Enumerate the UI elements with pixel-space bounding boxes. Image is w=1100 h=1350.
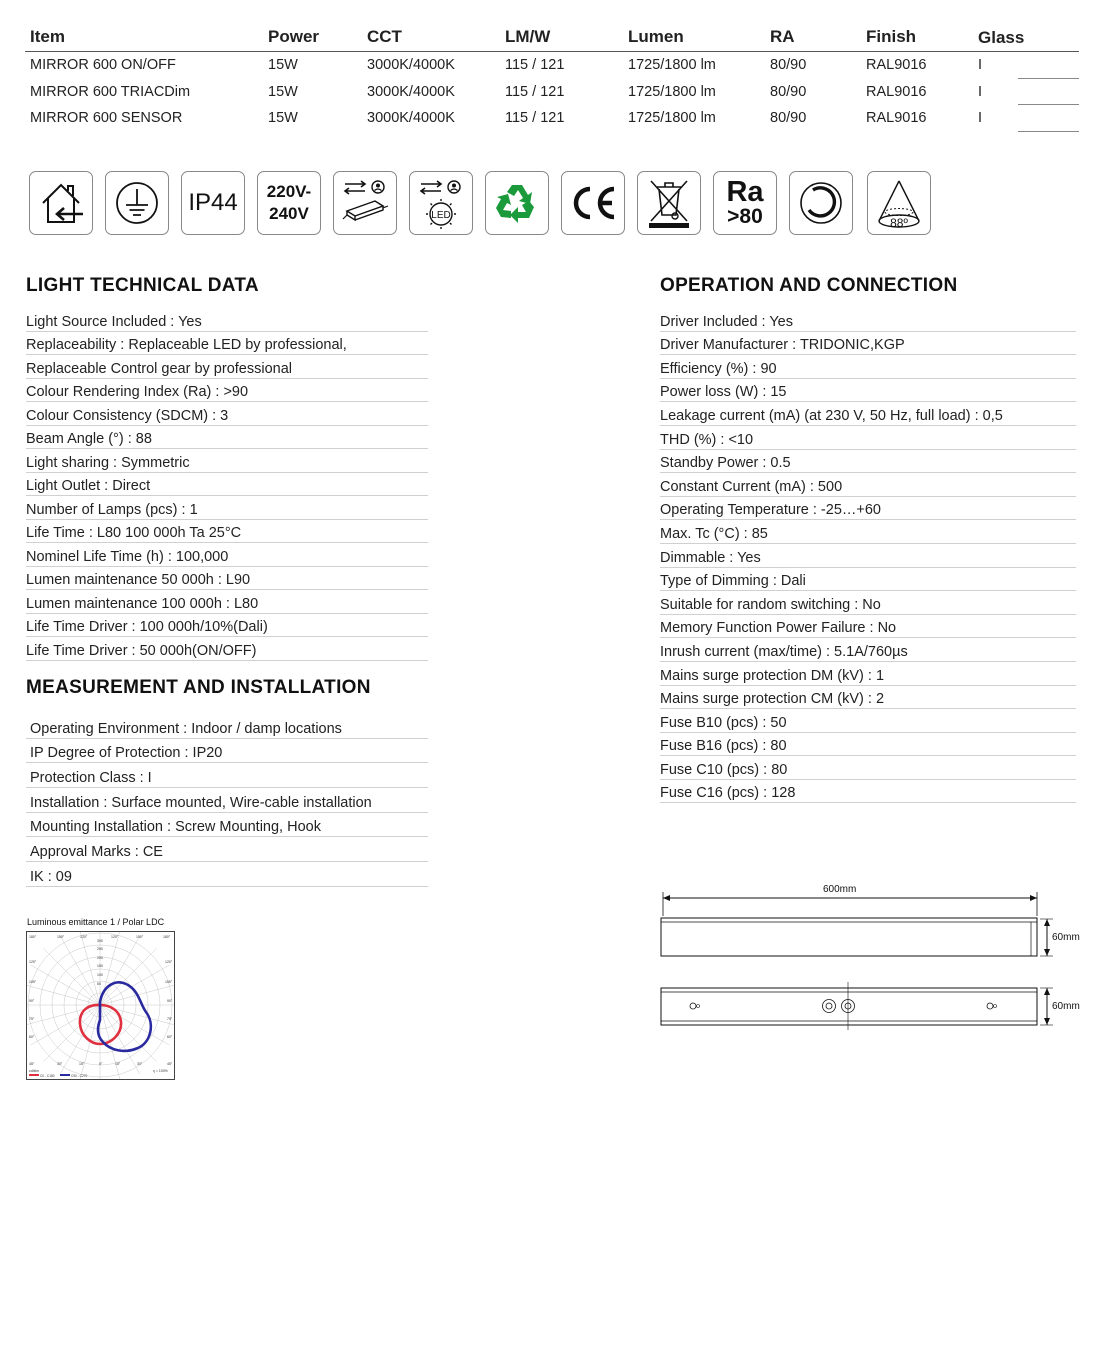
polar-caption: Luminous emittance 1 / Polar LDC xyxy=(27,917,165,927)
voltage-line2: 240V xyxy=(269,204,309,223)
table-cell-power: 15W xyxy=(268,83,298,100)
table-row xyxy=(25,52,1079,79)
operation-row: Operating Temperature : -25…+60 xyxy=(660,497,1076,521)
ce-mark-icon xyxy=(561,171,625,235)
svg-text:15°: 15° xyxy=(79,1062,85,1066)
svg-text:cd/klm: cd/klm xyxy=(29,1069,40,1073)
measurement-row: IP Degree of Protection : IP20 xyxy=(26,739,428,764)
led-label: LED xyxy=(431,210,451,221)
svg-text:105°: 105° xyxy=(29,980,37,984)
operation-row: Fuse B16 (pcs) : 80 xyxy=(660,733,1076,757)
svg-text:30°: 30° xyxy=(57,1062,63,1066)
table-header-row xyxy=(25,22,1079,52)
svg-text:75°: 75° xyxy=(167,1017,173,1021)
operation-row: Constant Current (mA) : 500 xyxy=(660,473,1076,497)
ra-icon xyxy=(713,171,777,235)
svg-text:C0 - C180: C0 - C180 xyxy=(40,1074,55,1078)
svg-text:200: 200 xyxy=(97,956,103,960)
measurement-row: Approval Marks : CE xyxy=(26,837,428,862)
length-label: 600mm xyxy=(823,884,857,895)
table-cell-lumen: 1725/1800 lm xyxy=(628,110,716,127)
voltage-line1: 220V- xyxy=(266,182,312,201)
operation-title: OPERATION AND CONNECTION xyxy=(660,275,958,296)
svg-text:15°: 15° xyxy=(115,1062,121,1066)
operation-row: Power loss (W) : 15 xyxy=(660,379,1076,403)
light-data-row: Colour Consistency (SDCM) : 3 xyxy=(26,402,428,426)
table-cell-ra: 80/90 xyxy=(770,110,807,127)
table-cell-lm-w: 115 / 121 xyxy=(505,110,565,127)
operation-row: Leakage current (mA) (at 230 V, 50 Hz, full load) : 0,5 xyxy=(660,402,1076,426)
replaceable-led-icon xyxy=(409,171,473,235)
light-data-row: Lumen maintenance 100 000h : L80 xyxy=(26,590,428,614)
table-cell-lumen: 1725/1800 lm xyxy=(628,57,716,74)
table-cell-cct: 3000K/4000K xyxy=(367,110,455,127)
light-technical-title: LIGHT TECHNICAL DATA xyxy=(26,275,259,296)
table-cell-finish: RAL9016 xyxy=(866,83,927,100)
svg-text:120°: 120° xyxy=(111,935,119,939)
polar-ldc-chart xyxy=(26,931,175,1080)
operation-row: Driver Manufacturer : TRIDONIC,KGP xyxy=(660,332,1076,356)
svg-text:120°: 120° xyxy=(80,935,88,939)
svg-text:C90 - C270: C90 - C270 xyxy=(71,1074,88,1078)
table-cell-glass: I xyxy=(973,105,1079,132)
legend-c90-swatch xyxy=(60,1074,70,1076)
light-data-row: Replaceability : Replaceable LED by professional, xyxy=(26,332,428,356)
replaceable-driver-icon xyxy=(333,171,397,235)
beam-angle-label: 88º xyxy=(890,216,908,230)
top-height-label: 60mm xyxy=(1052,1001,1080,1012)
table-cell-lumen: 1725/1800 lm xyxy=(628,83,716,100)
svg-text:50: 50 xyxy=(97,982,101,986)
svg-text:90°: 90° xyxy=(167,999,173,1003)
svg-text:60°: 60° xyxy=(29,1035,35,1039)
svg-text:180°: 180° xyxy=(163,935,171,939)
col-header-glass: Glass xyxy=(973,22,1079,52)
table-cell-lm-w: 115 / 121 xyxy=(505,83,565,100)
svg-text:0°: 0° xyxy=(99,1062,103,1066)
svg-text:250: 250 xyxy=(97,947,103,951)
beam-angle-icon xyxy=(867,171,931,235)
table-cell-item: MIRROR 600 ON/OFF xyxy=(30,57,176,74)
operation-row: Inrush current (max/time) : 5.1A/760µs xyxy=(660,638,1076,662)
table-cell-cct: 3000K/4000K xyxy=(367,57,455,74)
light-data-row: Light Outlet : Direct xyxy=(26,473,428,497)
svg-text:150: 150 xyxy=(97,964,103,968)
operation-row: Fuse C16 (pcs) : 128 xyxy=(660,780,1076,804)
ra-value: >80 xyxy=(727,205,763,228)
light-data-row: Number of Lamps (pcs) : 1 xyxy=(26,496,428,520)
table-cell-finish: RAL9016 xyxy=(866,110,927,127)
table-cell-lm-w: 115 / 121 xyxy=(505,57,565,74)
table-cell-glass: I xyxy=(973,79,1079,106)
col-header-ra: RA xyxy=(765,22,861,52)
blank-underline xyxy=(1018,131,1079,132)
table-cell-ra: 80/90 xyxy=(770,83,807,100)
operation-row: Fuse B10 (pcs) : 50 xyxy=(660,709,1076,733)
svg-text:105°: 105° xyxy=(165,980,173,984)
operation-row: Mains surge protection CM (kV) : 2 xyxy=(660,686,1076,710)
operation-row: Max. Tc (°C) : 85 xyxy=(660,520,1076,544)
measurement-row: Mounting Installation : Screw Mounting, Hook xyxy=(26,813,428,838)
col-header-item: Item xyxy=(25,22,263,52)
table-cell-item: MIRROR 600 SENSOR xyxy=(30,110,183,127)
light-data-row: Lumen maintenance 50 000h : L90 xyxy=(26,567,428,591)
svg-text:120°: 120° xyxy=(29,960,37,964)
svg-text:180°: 180° xyxy=(29,935,37,939)
product-table xyxy=(25,22,1079,132)
operation-row: Memory Function Power Failure : No xyxy=(660,615,1076,639)
light-technical-list xyxy=(26,308,428,661)
svg-text:75°: 75° xyxy=(29,1017,35,1021)
light-data-row: Life Time Driver : 50 000h(ON/OFF) xyxy=(26,637,428,661)
voltage-icon xyxy=(257,171,321,235)
front-height-label: 60mm xyxy=(1052,932,1080,943)
measurement-row: Protection Class : I xyxy=(26,763,428,788)
weee-bin-icon xyxy=(637,171,701,235)
operation-list xyxy=(660,308,1076,803)
operation-row: Dimmable : Yes xyxy=(660,544,1076,568)
table-cell-power: 15W xyxy=(268,57,298,74)
light-data-row: Light sharing : Symmetric xyxy=(26,449,428,473)
light-data-row: Life Time Driver : 100 000h/10%(Dali) xyxy=(26,614,428,638)
svg-text:30°: 30° xyxy=(137,1062,143,1066)
svg-text:150°: 150° xyxy=(136,935,144,939)
col-header-lmw: LM/W xyxy=(500,22,623,52)
col-header-finish: Finish xyxy=(861,22,973,52)
operation-row: Driver Included : Yes xyxy=(660,308,1076,332)
light-data-row: Colour Rendering Index (Ra) : >90 xyxy=(26,379,428,403)
operation-row: Standby Power : 0.5 xyxy=(660,450,1076,474)
col-header-lumen: Lumen xyxy=(623,22,765,52)
light-data-row: Replaceable Control gear by professional xyxy=(26,355,428,379)
col-header-cct: CCT xyxy=(362,22,500,52)
svg-text:45°: 45° xyxy=(29,1062,35,1066)
light-data-row: Beam Angle (°) : 88 xyxy=(26,426,428,450)
svg-text:300: 300 xyxy=(97,939,103,943)
svg-text:120°: 120° xyxy=(165,960,173,964)
ra-label: Ra xyxy=(726,176,764,208)
legend-c0-swatch xyxy=(29,1074,39,1076)
polar-ldc-svg xyxy=(27,932,174,1079)
svg-text:150°: 150° xyxy=(57,935,65,939)
operation-row: THD (%) : <10 xyxy=(660,426,1076,450)
operation-row: Type of Dimming : Dali xyxy=(660,568,1076,592)
svg-text:90°: 90° xyxy=(29,999,35,1003)
svg-text:60°: 60° xyxy=(167,1035,173,1039)
dimension-svg xyxy=(655,880,1095,1040)
measurement-row: Installation : Surface mounted, Wire-cable installation xyxy=(26,788,428,813)
table-row xyxy=(25,105,1079,132)
light-data-row: Nominel Life Time (h) : 100,000 xyxy=(26,543,428,567)
col-header-power: Power xyxy=(263,22,362,52)
svg-text:45°: 45° xyxy=(167,1062,173,1066)
indoor-home-icon xyxy=(29,171,93,235)
table-cell-glass: I xyxy=(973,52,1079,79)
operation-row: Efficiency (%) : 90 xyxy=(660,355,1076,379)
dimension-drawing xyxy=(655,880,1095,1045)
table-cell-item: MIRROR 600 TRIACDim xyxy=(30,83,191,100)
svg-text:η = 100%: η = 100% xyxy=(153,1069,168,1073)
operation-row: Fuse C10 (pcs) : 80 xyxy=(660,756,1076,780)
table-row xyxy=(25,79,1079,106)
measurement-row: IK : 09 xyxy=(26,862,428,887)
table-cell-ra: 80/90 xyxy=(770,57,807,74)
light-data-row: Light Source Included : Yes xyxy=(26,308,428,332)
measurement-title: MEASUREMENT AND INSTALLATION xyxy=(26,677,371,698)
earth-ground-icon xyxy=(105,171,169,235)
svg-text:100: 100 xyxy=(97,973,103,977)
table-cell-cct: 3000K/4000K xyxy=(367,83,455,100)
table-cell-power: 15W xyxy=(268,110,298,127)
operation-row: Mains surge protection DM (kV) : 1 xyxy=(660,662,1076,686)
ip44-icon: IP44 xyxy=(181,171,245,235)
table-cell-finish: RAL9016 xyxy=(866,57,927,74)
measurement-row: Operating Environment : Indoor / damp locations xyxy=(26,714,428,739)
light-data-row: Life Time : L80 100 000h Ta 25°C xyxy=(26,520,428,544)
measurement-list xyxy=(26,714,428,887)
operation-row: Suitable for random switching : No xyxy=(660,591,1076,615)
recycle-icon xyxy=(485,171,549,235)
dimmable-icon xyxy=(789,171,853,235)
